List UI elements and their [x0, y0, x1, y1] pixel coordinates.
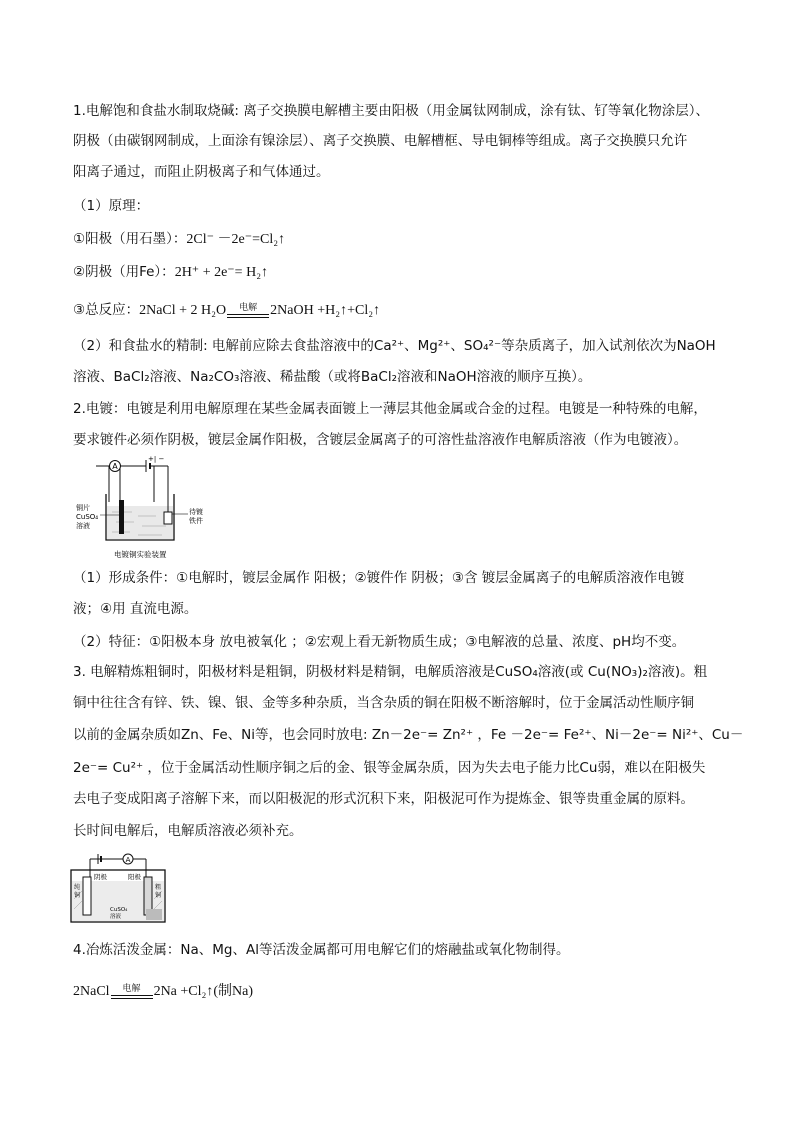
- electroplating-apparatus-figure: [76, 456, 226, 564]
- s4-equal-sign: [111, 995, 153, 999]
- figure-caption: 电镀铜实验装置: [114, 550, 167, 559]
- solution-label-2: 溶液: [110, 914, 122, 920]
- left-label-3: 溶液: [76, 522, 90, 530]
- s3-line-3: 以前的金属杂质如Zn、Fe、Ni等，也会同时放电: Zn－2e⁻= Zn²⁺ ，Fe －2e⁻= Fe²⁺、Ni－2e⁻= Ni²⁺、Cu－: [73, 727, 744, 743]
- iron-workpiece: [164, 512, 172, 524]
- s4-right: 2Na +Cl₂↑(制Na): [153, 984, 254, 999]
- copper-refining-figure: [70, 851, 166, 923]
- s4-condition-text: 电解: [122, 983, 141, 994]
- crude-label-1: 粗: [155, 884, 162, 891]
- s3-line-6: 长时间电解后，电解质溶液必须补充。: [73, 823, 303, 839]
- electrolysis-condition: [227, 303, 269, 318]
- solution-label-1: CuSO₄: [110, 907, 128, 913]
- condition-text: 电解: [239, 302, 258, 313]
- s3-line-2: 铜中往往含有锌、铁、镍、银、金等多种杂质，当含杂质的铜在阳极不断溶解时，位于金属活动性顺序铜: [73, 695, 694, 711]
- s2-conditions-line-2: 液；④用 直流电源。: [73, 601, 198, 617]
- solution-fill: [107, 506, 173, 539]
- s2-line-1: 2.电镀：电镀是利用电解原理在某些金属表面镀上一薄层其他金属或合金的过程。电镀是一种特殊的电解，: [73, 401, 707, 417]
- ammeter-label: A: [112, 462, 118, 471]
- s2-conditions-line-1: （1）形成条件：①电解时，镀层金属作 阳极；②镀件作 阴极；③含 镀层金属离子的电解质溶液作电镀: [73, 570, 685, 586]
- s2-line-2: 要求镀件必须作阴极，镀层金属作阳极，含镀层金属离子的可溶性盐溶液作电解质溶液（作为电镀液）。: [73, 432, 688, 448]
- equal-sign: [227, 314, 269, 318]
- anode-label: 阳极: [128, 873, 141, 881]
- s3-line-4: 2e⁻= Cu²⁺ ，位于金属活动性顺序铜之后的金、银等金属杂质，因为失去电子能力比Cu弱，难以在阳极失: [73, 760, 706, 776]
- crude-label-2: 铜: [155, 892, 162, 899]
- s1-anode-line: [73, 229, 285, 250]
- left-label-2: CuSO₄: [76, 513, 99, 521]
- s3-line-5: 去电子变成阳离子溶解下来，而以阳极泥的形式沉积下来，阳极泥可作为提炼金、银等贵重金属的原料。: [73, 791, 694, 807]
- pure-label-2: 铜: [74, 892, 81, 899]
- s1-refining-line-1: （2）和食盐水的精制: 电解前应除去食盐溶液中的Ca²⁺、Mg²⁺、SO₄²⁻等杂质离子，加入试剂依次为NaOH: [73, 338, 716, 354]
- s3-line-1: 3. 电解精炼粗铜时，阳极材料是粗铜，阴极材料是精铜，电解质溶液是CuSO₄溶液(或 Cu(NO₃)₂溶液)。粗: [73, 664, 708, 680]
- total-left: 2NaCl + 2 H₂O: [139, 303, 227, 318]
- s1-line-1: 1.电解饱和食盐水制取烧碱: 离子交换膜电解槽主要由阳极（用金属钛网制成，涂有钛、钌等氧化物涂层）、: [73, 103, 709, 119]
- anode-mud: [146, 909, 162, 920]
- s1-cathode-line: [73, 262, 268, 283]
- anode-prefix: ①阳极（用石墨）：: [73, 231, 187, 247]
- s1-principle-heading: （1）原理：: [73, 198, 150, 214]
- s2-features-line: （2）特征：①阳极本身 放电被氧化 ；②宏观上看无新物质生成；③电解液的总量、浓度、pH均不变。: [73, 634, 686, 650]
- refining-ammeter-label: A: [125, 856, 131, 864]
- pure-label-1: 纯: [74, 884, 81, 891]
- total-prefix: ③总反应：: [73, 302, 140, 318]
- cathode-label: 阴极: [94, 873, 107, 881]
- s1-line-2: 阴极（由碳钢网制成，上面涂有镍涂层）、离子交换膜、电解槽框、导电铜棒等组成。离子交换膜只允许: [73, 133, 688, 149]
- s1-line-3: 阳离子通过，而阻止阴极离子和气体通过。: [73, 164, 330, 180]
- left-label-1: 铜片: [76, 504, 90, 512]
- s1-refining-line-2: 溶液、BaCl₂溶液、Na₂CO₃溶液、稀盐酸（或将BaCl₂溶液和NaOH溶液的顺序互换）。: [73, 369, 592, 385]
- battery-label: +| −: [148, 456, 165, 463]
- pure-copper-electrode: [83, 877, 91, 915]
- s4-left: 2NaCl: [73, 984, 110, 999]
- anode-equation: 2Cl⁻ －2e⁻=Cl₂↑: [186, 232, 286, 247]
- s4-electrolysis-condition: [111, 984, 153, 999]
- s1-total-line: [73, 300, 380, 321]
- total-right: 2NaOH +H₂↑+Cl₂↑: [270, 303, 381, 318]
- cathode-equation: 2H⁺ + 2e⁻= H₂↑: [174, 265, 269, 280]
- right-label-2: 铁件: [189, 517, 203, 525]
- cathode-prefix: ②阴极（用Fe）：: [73, 264, 175, 280]
- right-label-1: 待镀: [189, 508, 203, 516]
- s4-equation-line: [73, 981, 253, 1002]
- s4-line-1: 4.冶炼活泼金属：Na、Mg、Al等活泼金属都可用电解它们的熔融盐或氧化物制得。: [73, 942, 570, 958]
- copper-plate-electrode: [119, 500, 124, 534]
